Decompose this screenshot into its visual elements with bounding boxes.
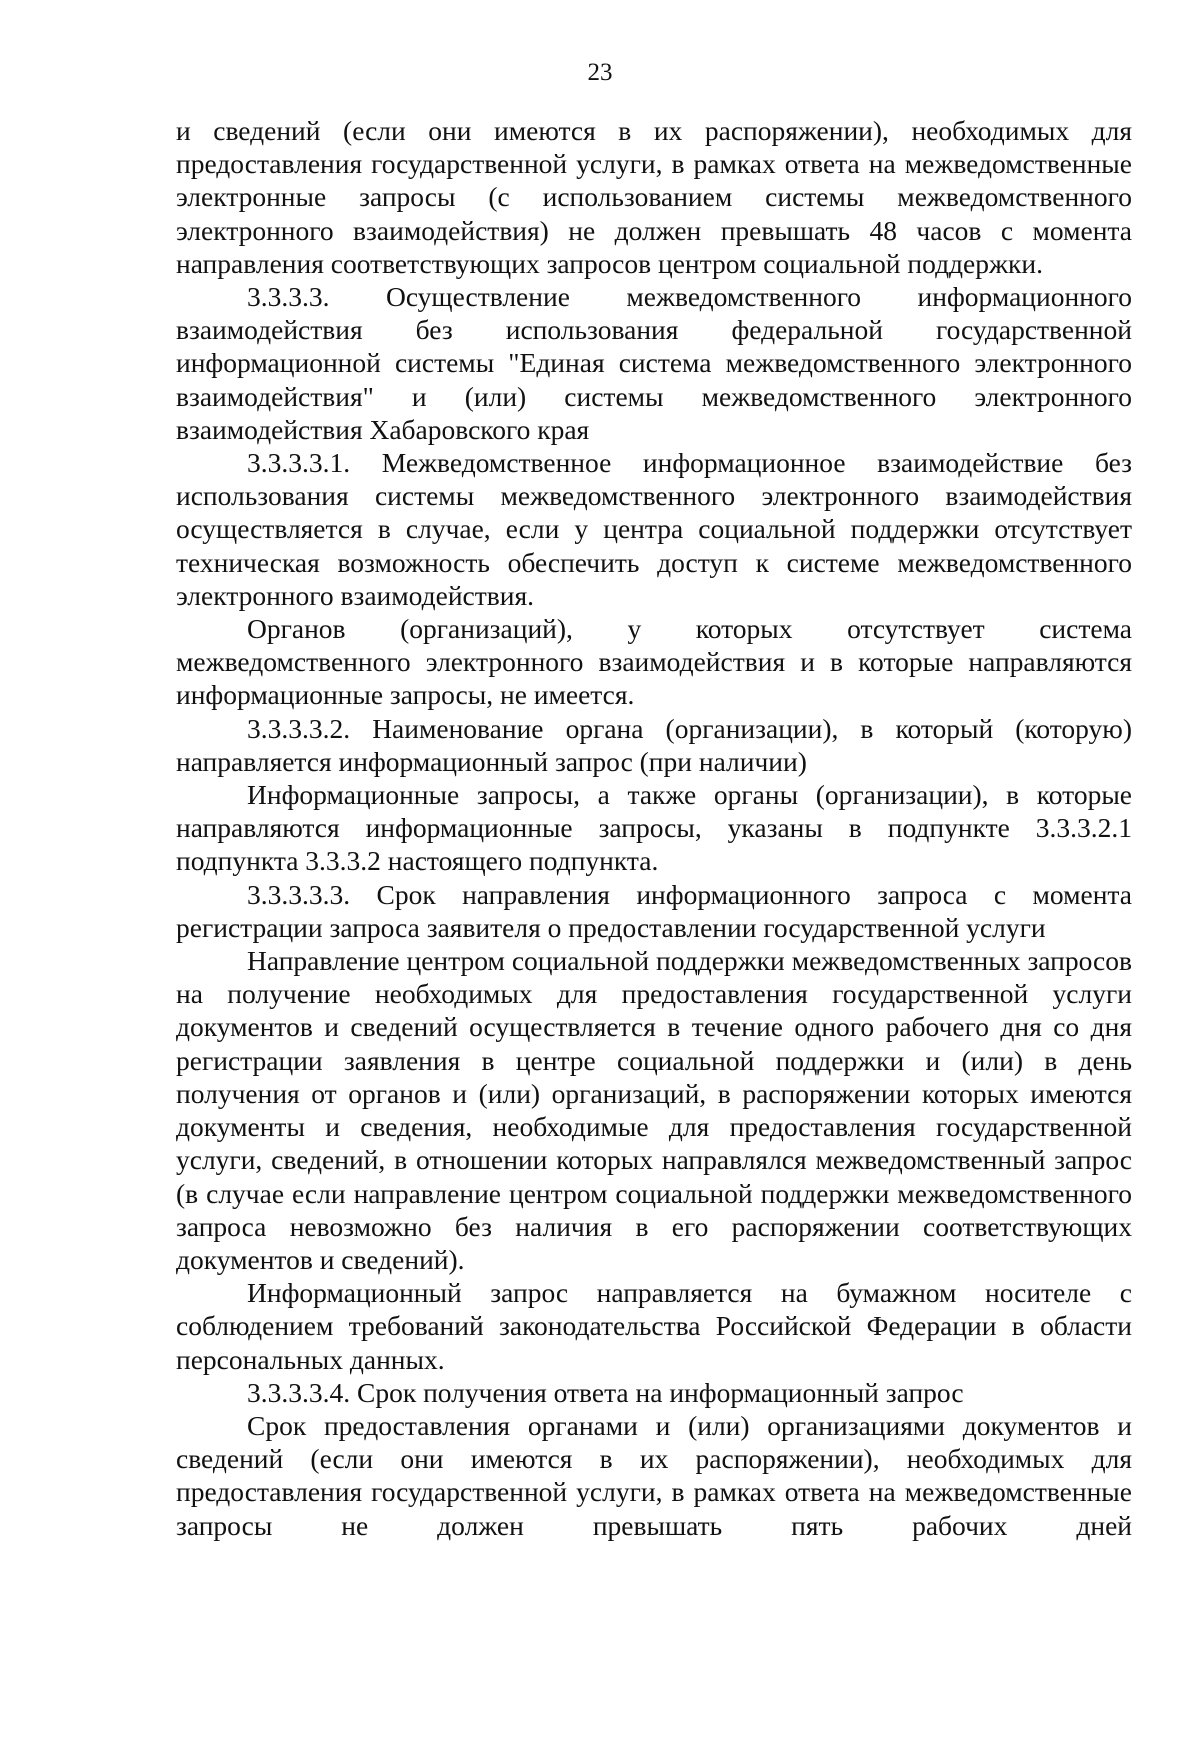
paragraph-continuation: и сведений (если они имеются в их распоряжении), необходимых для предоставления государственной услуги, в рамках ответа на межведомственные электронные запросы (с использованием системы межведомственного электронного взаимодействия) не должен превышать 48 часов с момента направления соответствующих запросов центром социальной поддержки. (176, 115, 1132, 279)
paragraph-3-3-3-3-4: 3.3.3.3.4. Срок получения ответа на информационный запрос (247, 1376, 964, 1408)
page-number: 23 (587, 59, 613, 86)
document-body (176, 114, 1132, 1542)
paragraph-3-3-3-3-1: 3.3.3.3.1. Межведомственное информационное взаимодействие без использования системы межведомственного электронного взаимодействия осуществляется в случае, если у центра социальной поддержки отсутствует техническая возможность обеспечить доступ к системе межведомственного электронного взаимодействия. (176, 447, 1132, 611)
paragraph-3-3-3-3-2: 3.3.3.3.2. Наименование органа (организации), в который (которую) направляется информационный запрос (при наличии) (176, 712, 1132, 777)
paragraph-info-requests: Информационные запросы, а также органы (организации), в которые направляются информационные запросы, указаны в подпункте 3.3.3.2.1 подпункта 3.3.3.2 настоящего подпункта. (176, 779, 1132, 877)
paragraph-3-3-3-3-3: 3.3.3.3.3. Срок направления информационного запроса с момента регистрации запроса заявителя о предоставлении государственной услуги (176, 878, 1132, 943)
paragraph-paper-request: Информационный запрос направляется на бумажном носителе с соблюдением требований законодательства Российской Федерации в области персональных данных. (176, 1277, 1132, 1375)
paragraph-3-3-3-3: 3.3.3.3. Осуществление межведомственного информационного взаимодействия без использования федеральной государственной информационной системы "Единая система межведомственного электронного взаимодействия" и (или) системы межведомственного электронного взаимодействия Хабаровского края (176, 281, 1132, 445)
paragraph-sending-requests: Направление центром социальной поддержки межведомственных запросов на получение необходимых для предоставления государственной услуги документов и сведений осуществляется в течение одного рабочего дня со дня регистрации заявления в центре социальной поддержки и (или) в день получения от органов и (или) организаций, в распоряжении которых имеются документы и сведения, необходимые для предоставления государственной услуги, сведений, в отношении которых направлялся межведомственный запрос (в случае если направление центром социальной поддержки межведомственного запроса невозможно без наличия в его распоряжении соответствующих документов и сведений). (176, 945, 1132, 1275)
paragraph-no-organizations: Органов (организаций), у которых отсутствует система межведомственного электронного взаимодействия и в которые направляются информационные запросы, не имеется. (176, 613, 1132, 711)
paragraph-response-deadline: Срок предоставления органами и (или) организациями документов и сведений (если они имеются в их распоряжении), необходимых для предоставления государственной услуги, в рамках ответа на межведомственные запросы не должен превышать пять рабочих дней (176, 1409, 1132, 1541)
